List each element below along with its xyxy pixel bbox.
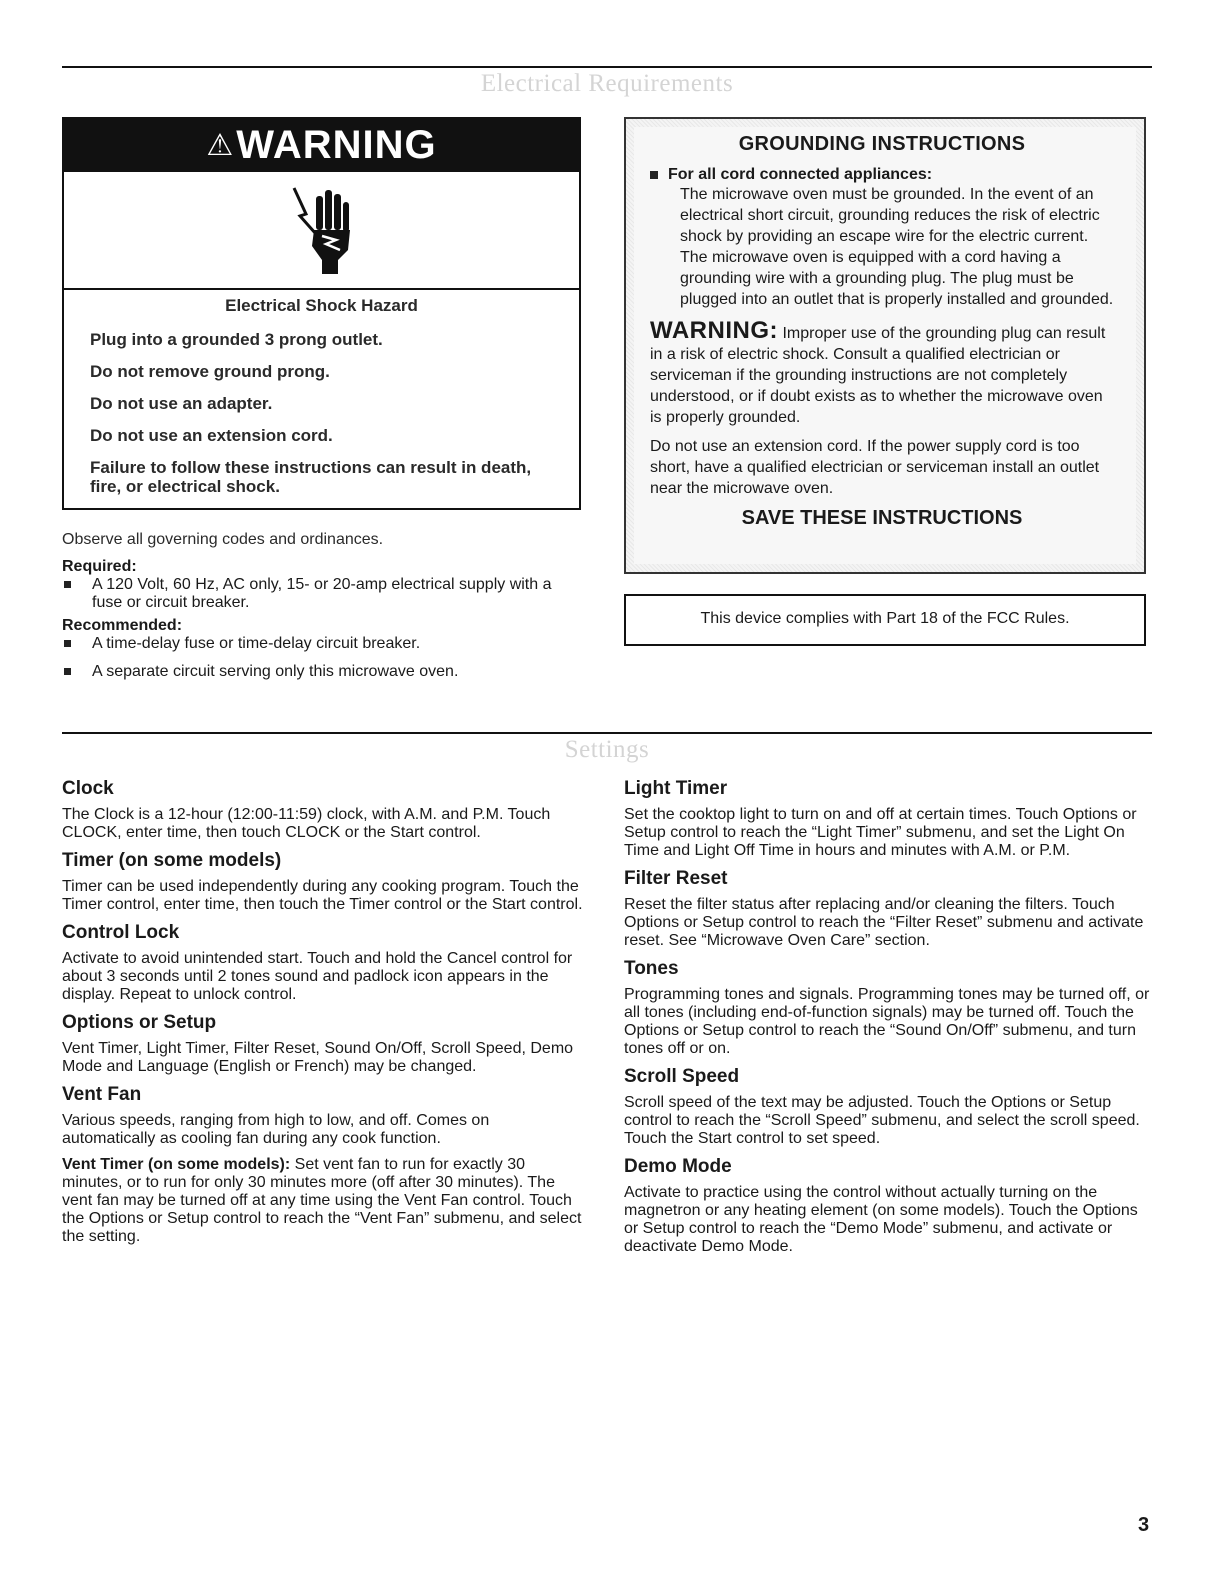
save-instructions: SAVE THESE INSTRUCTIONS (741, 507, 1023, 529)
fcc-notice: This device complies with Part 18 of the FCC Rules. (624, 594, 1146, 646)
required-label: Required: (62, 558, 137, 575)
requirements-block (62, 557, 582, 685)
warning-line: Do not use an adapter. (90, 394, 273, 413)
setting-heading: Filter Reset (624, 868, 728, 889)
warning-box (62, 117, 581, 510)
warning-line: Do not use an extension cord. (90, 426, 333, 445)
vent-timer-paragraph (62, 1156, 587, 1246)
setting-heading: Clock (62, 778, 114, 799)
recommended-label: Recommended: (62, 617, 183, 634)
grounding-title: GROUNDING INSTRUCTIONS (738, 133, 1026, 155)
setting-body: The Clock is a 12-hour (12:00-11:59) clock, with A.M. and P.M. Touch CLOCK, enter time, then touch CLOCK or the Start control. (62, 806, 551, 841)
section-title-electrical: Electrical Requirements (480, 70, 734, 97)
warning-line: Failure to follow these instructions can result in death, fire, or electrical shock. (90, 458, 532, 496)
settings-left-column (62, 778, 587, 1254)
warning-icon-area (64, 172, 579, 290)
grounding-bullet-head: For all cord connected appliances: (650, 166, 1114, 184)
setting-heading: Tones (624, 958, 679, 979)
recommended-item: A time-delay fuse or time-delay circuit breaker. (62, 635, 582, 653)
setting-body: Activate to avoid unintended start. Touch and hold the Cancel control for about 3 seconds until 2 tones sound and padlock icon appears in the display. Repeat to unlock control. (62, 950, 573, 1003)
setting-body: Various speeds, ranging from high to low, and off. Comes on automatically as cooling fan during any cook function. (62, 1112, 490, 1147)
setting-heading: Light Timer (624, 778, 728, 799)
setting-body: Timer can be used independently during any cooking program. Touch the Timer control, enter time, then touch the Timer control or the Start control. (62, 878, 583, 913)
warning-body (64, 290, 579, 496)
setting-body: Reset the filter status after replacing and/or cleaning the filters. Touch Options or Setup control to reach the “Filter Reset” submenu and activate reset. See “Microwave Oven Care” section. (624, 896, 1144, 949)
settings-right-column (624, 778, 1152, 1264)
recommended-item: A separate circuit serving only this microwave oven. (62, 663, 582, 681)
warning-triangle-icon: ⚠ (206, 129, 235, 162)
warning-subtitle: Electrical Shock Hazard (225, 296, 418, 315)
grounding-extension-text: Do not use an extension cord. If the power supply cord is too short, have a qualified electrician or serviceman install an outlet near the microwave oven. (650, 438, 1100, 497)
settings-rule (62, 732, 1152, 734)
grounding-warning-word: WARNING: (650, 317, 778, 344)
setting-heading: Options or Setup (62, 1012, 217, 1033)
observe-text: Observe all governing codes and ordinances. (62, 531, 384, 548)
warning-line: Plug into a grounded 3 prong outlet. (90, 330, 383, 349)
setting-heading: Control Lock (62, 922, 180, 943)
vent-timer-text: Set vent fan to run for exactly 30 minutes, or to run for only 30 minutes more (off after 30 minutes). The vent fan may be turned off at any time using the Vent Fan control. Touch the Options or Setup control to reach the “Vent Fan” submenu, and select the setting. (62, 1156, 582, 1245)
grounding-bullet-text: The microwave oven must be grounded. In the event of an electrical short circuit, grounding reduces the risk of electric shock by providing an escape wire for the electric current. The microwave oven is equipped with a cord having a grounding wire with a grounding plug. The plug must be plugged into an outlet that is properly installed and grounded. (680, 186, 1114, 308)
setting-heading: Scroll Speed (624, 1066, 740, 1087)
grounding-warning (650, 317, 1114, 428)
section-title-settings: Settings (564, 736, 650, 763)
warning-header (64, 119, 579, 172)
setting-body: Set the cooktop light to turn on and off at certain times. Touch Options or Setup control to reach the “Light Timer” submenu, and set the Light On Time and Light Off Time in hours and minutes with A.M. or P.M. (624, 806, 1137, 859)
grounding-content (634, 127, 1136, 564)
setting-body: Scroll speed of the text may be adjusted. Touch the Options or Setup control to reach the “Scroll Speed” submenu, and select the scroll speed. Touch the Start control to set speed. (624, 1094, 1140, 1147)
warning-label: WARNING (236, 123, 437, 167)
setting-heading: Demo Mode (624, 1156, 732, 1177)
warning-line: Do not remove ground prong. (90, 362, 330, 381)
setting-heading: Timer (on some models) (62, 850, 282, 871)
setting-body: Programming tones and signals. Programming tones may be turned off, or all tones (including end-of-function signals) may be turned off. Touch the Options or Setup control to reach the “Sound On/Off” submenu, and turn tones off or on. (624, 986, 1150, 1057)
top-rule (62, 66, 1152, 68)
setting-heading: Vent Fan (62, 1084, 142, 1105)
grounding-box (624, 117, 1146, 574)
required-item: A 120 Volt, 60 Hz, AC only, 15- or 20-amp electrical supply with a fuse or circuit breaker. (62, 576, 572, 612)
grounding-warning-text: Improper use of the grounding plug can result in a risk of electric shock. Consult a qualified electrician or serviceman if the grounding instructions are not completely understood, or if doubt exists as to whether the microwave oven is properly grounded. (650, 325, 1106, 426)
vent-timer-label: Vent Timer (on some models): (62, 1156, 291, 1173)
setting-body: Vent Timer, Light Timer, Filter Reset, Sound On/Off, Scroll Speed, Demo Mode and Language (English or French) may be changed. (62, 1040, 574, 1075)
electric-shock-hand-icon (286, 184, 356, 276)
setting-body: Activate to practice using the control without actually turning on the magnetron or any heating element (on some models). Touch the Options or Setup control to reach the “Demo Mode” submenu, and activate or deactivate Demo Mode. (624, 1184, 1138, 1255)
page-number: 3 (1138, 1514, 1150, 1536)
